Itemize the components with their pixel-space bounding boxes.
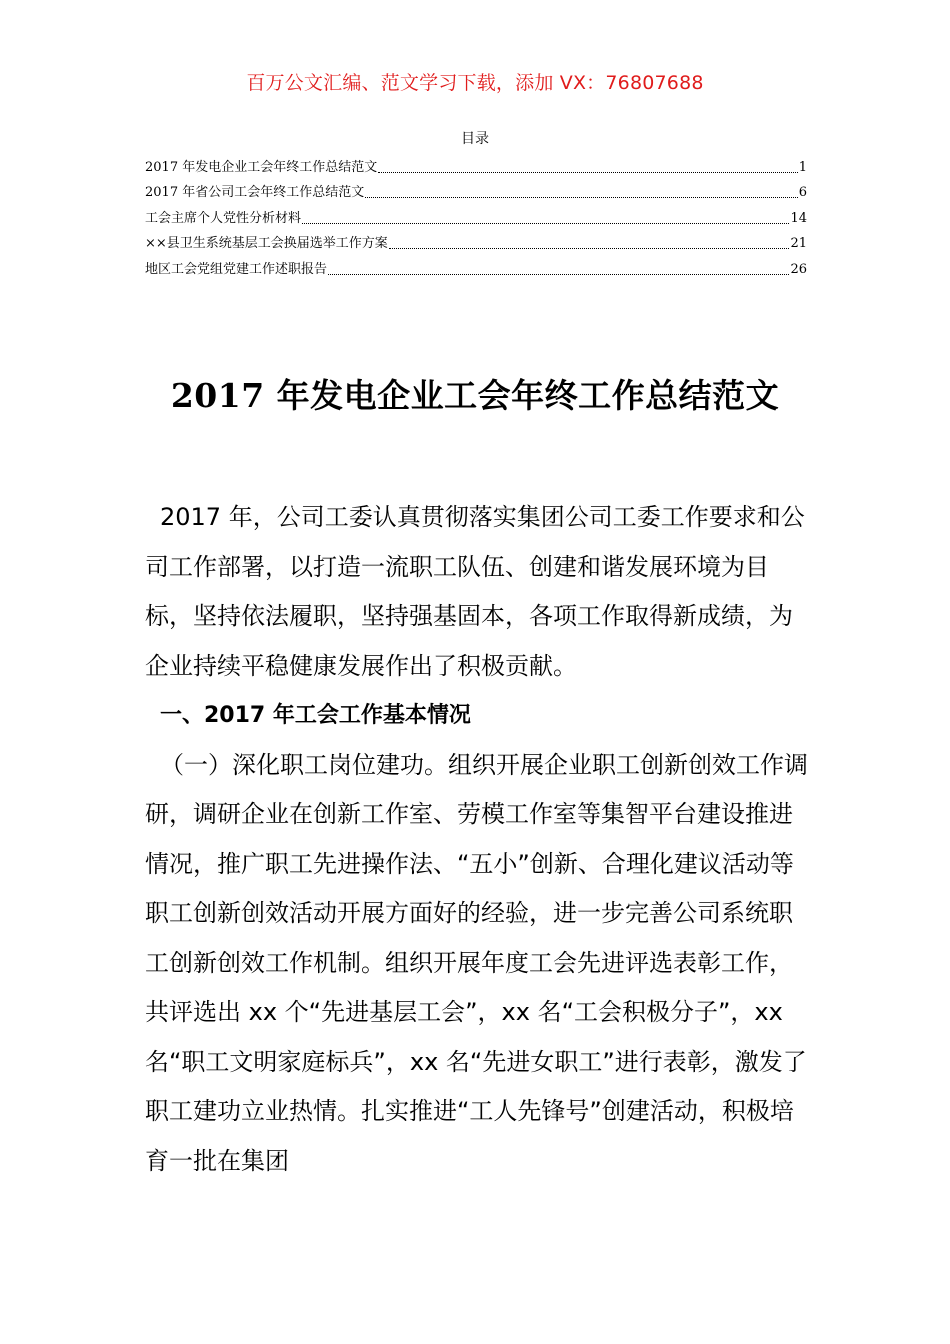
toc-title: 目录	[461, 131, 489, 147]
toc-entry[interactable]	[145, 151, 807, 177]
toc-entry-label: 地区工会党组党建工作述职报告	[145, 261, 328, 277]
toc-entry-page: 21	[790, 236, 807, 251]
toc-leader-dots	[328, 273, 789, 275]
toc-entry-label: 2017 年省公司工会年终工作总结范文	[145, 185, 365, 200]
article-title: 2017 年发电企业工会年终工作总结范文	[170, 376, 780, 415]
toc-entry[interactable]	[145, 228, 807, 254]
toc-leader-dots	[302, 222, 789, 224]
section-heading: 一、2017 年工会工作基本情况	[160, 703, 471, 728]
toc-entry-page: 26	[790, 261, 807, 277]
toc-entry-label: 2017 年发电企业工会年终工作总结范文	[145, 159, 378, 175]
toc-entry-page: 14	[790, 210, 807, 226]
toc-entry[interactable]	[145, 177, 807, 203]
toc-leader-dots	[365, 196, 798, 198]
article-body	[145, 493, 810, 1186]
toc-leader-dots	[389, 247, 790, 249]
toc-entry-page: 1	[798, 159, 807, 175]
toc-entry-label: ××县卫生系统基层工会换届选举工作方案	[145, 236, 388, 251]
table-of-contents	[145, 151, 807, 279]
toc-entry[interactable]	[145, 253, 807, 279]
toc-entry-label: 工会主席个人党性分析材料	[145, 210, 302, 226]
toc-leader-dots	[378, 171, 798, 173]
section-paragraph: （一）深化职工岗位建功。组织开展企业职工创新创效工作调研，调研企业在创新工作室、劳模工作室等集智平台建设推进情况，推广职工先进操作法、“五小”创新、合理化建议活动等职工创新创效活动开展方面好的经验，进一步完善公司系统职工创新创效工作机制。组织开展年度工会先进评选表彰工作，共评选出 xx 个“先进基层工会”，xx 名“工会积极分子”，xx 名“职工文明家庭标兵”，xx 名“先进女职工”进行表彰，激发了职工建功立业热情。扎实推进“工人先锋号”创建活动，积极培育一批在集团	[145, 750, 808, 1175]
intro-paragraph: 2017 年，公司工委认真贯彻落实集团公司工委工作要求和公司工作部署，以打造一流职工队伍、创建和谐发展环境为目标，坚持依法履职，坚持强基固本，各项工作取得新成绩，为企业持续平稳健康发展作出了积极贡献。	[145, 503, 805, 680]
toc-entry[interactable]	[145, 202, 807, 228]
toc-entry-page: 6	[798, 185, 807, 200]
header-banner: 百万公文汇编、范文学习下载，添加 VX：76807688	[246, 72, 704, 94]
